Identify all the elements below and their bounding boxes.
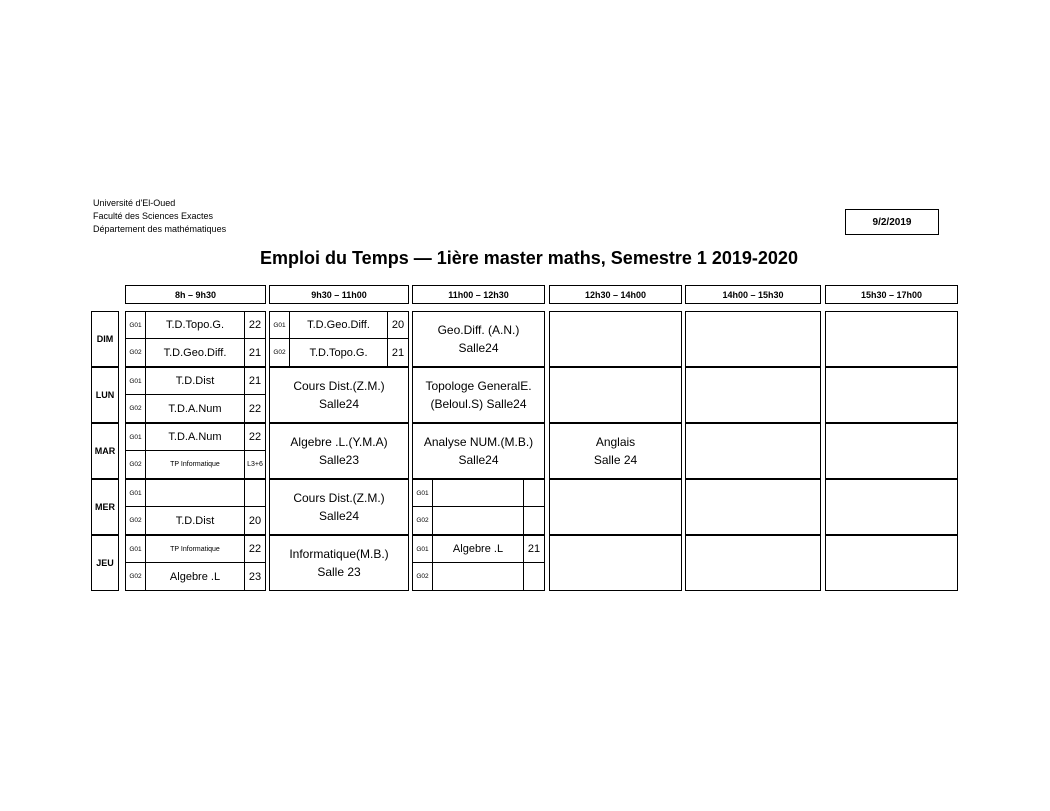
course-line: Cours Dist.(Z.M.) [293,491,385,505]
group-label: G02 [270,339,290,366]
group-label: G01 [126,368,146,394]
slot-mer-6 [825,479,958,535]
room: 22 [244,395,265,422]
course-room: Salle24 [318,397,360,411]
group-row [413,480,544,507]
slot-jeu-3 [412,535,545,591]
subject: T.D.Topo.G. [165,319,225,331]
group-row [413,507,544,534]
time-header-1: 8h – 9h30 [125,285,266,304]
course-room: Salle24 [458,453,499,467]
slot-jeu-1 [125,535,266,591]
group-row [126,368,265,395]
time-header-5: 14h00 – 15h30 [685,285,821,304]
subject: T.D.Dist [175,514,215,527]
group-row [126,424,265,451]
subject: T.D.Topo.G. [309,346,368,359]
department-name: Département des mathématiques [93,224,227,234]
slot-mar-6 [825,423,958,479]
course-room: Salle23 [318,453,360,467]
room: 22 [244,424,265,450]
university-name: Université d'El-Oued [93,198,176,208]
slot-dim-4 [549,311,682,367]
slot-mar-5 [685,423,821,479]
group-row [270,339,408,366]
time-header-4: 12h30 – 14h00 [549,285,682,304]
course-room: Salle 23 [317,565,361,579]
group-row [126,395,265,422]
group-label: G01 [413,536,433,562]
course-line: Topologe GeneralE. [425,379,532,393]
subject [433,563,523,590]
room: 21 [523,536,544,562]
slot-lun-4 [549,367,682,423]
subject [146,480,244,506]
subject: TP Informatique [170,545,220,553]
group-row [126,563,265,590]
group-label: G01 [413,480,433,506]
subject: T.D.A.Num [168,431,222,443]
room [523,563,544,590]
course-line: Cours Dist.(Z.M.) [293,379,385,393]
time-header-3: 11h00 – 12h30 [412,285,545,304]
course-line: Analyse NUM.(M.B.) [423,435,534,449]
time-header-2: 9h30 – 11h00 [269,285,409,304]
group-label: G02 [126,563,146,590]
group-label: G01 [270,312,290,338]
course-line: Anglais [595,435,636,449]
group-label: G02 [126,339,146,366]
room: 20 [244,507,265,534]
slot-dim-5 [685,311,821,367]
course-room: Salle 24 [593,453,638,467]
slot-dim-2 [269,311,409,367]
slot-dim-6 [825,311,958,367]
room: 21 [244,368,265,394]
group-label: G01 [126,312,146,338]
day-mar: MAR [91,423,119,479]
slot-lun-1 [125,367,266,423]
room [523,507,544,534]
group-row [126,339,265,366]
day-mer: MER [91,479,119,535]
slot-dim-3 [412,311,545,367]
group-row [126,312,265,339]
subject: T.D.A.Num [168,402,222,415]
group-row [126,536,265,563]
course-line: Algebre .L.(Y.M.A) [290,435,388,449]
course-room: (Beloul.S) Salle24 [430,397,527,411]
room: L3+6 [244,451,265,478]
group-row [270,312,408,339]
group-label: G02 [413,563,433,590]
slot-lun-5 [685,367,821,423]
time-header-6: 15h30 – 17h00 [825,285,958,304]
date-box: 9/2/2019 [845,209,939,235]
room: 22 [244,536,265,562]
slot-jeu-4 [549,535,682,591]
room: 20 [387,312,408,338]
slot-lun-2 [269,367,409,423]
group-label: G02 [413,507,433,534]
slot-mar-1 [125,423,266,479]
slot-mar-3 [412,423,545,479]
group-row [126,507,265,534]
page-title: Emploi du Temps — 1ière master maths, Semestre 1 2019-2020 [260,248,798,268]
subject: T.D.Geo.Diff. [163,346,227,359]
day-lun: LUN [91,367,119,423]
day-dim: DIM [91,311,119,367]
course-room: Salle24 [318,509,360,523]
room: 21 [244,339,265,366]
course-room: Salle24 [458,341,499,355]
day-jeu: JEU [91,535,119,591]
group-row [413,563,544,590]
subject: Algebre .L [169,570,221,583]
group-label: G01 [126,536,146,562]
group-row [126,451,265,478]
group-label: G02 [126,507,146,534]
slot-mer-5 [685,479,821,535]
slot-mer-2 [269,479,409,535]
slot-dim-1 [125,311,266,367]
slot-mer-3 [412,479,545,535]
slot-lun-3 [412,367,545,423]
subject [433,480,523,506]
group-label: G02 [126,395,146,422]
slot-mer-1 [125,479,266,535]
group-label: G01 [126,480,146,506]
subject: T.D.Geo.Diff. [307,319,370,331]
slot-mer-4 [549,479,682,535]
slot-jeu-2 [269,535,409,591]
course-line: Geo.Diff. (A.N.) [437,323,520,337]
slot-jeu-5 [685,535,821,591]
group-label: G02 [126,451,146,478]
room [244,480,265,506]
room: 23 [244,563,265,590]
room: 22 [244,312,265,338]
room [523,480,544,506]
subject: T.D.Dist [175,375,215,387]
group-row [413,536,544,563]
group-label: G01 [126,424,146,450]
room: 21 [387,339,408,366]
course-line: Informatique(M.B.) [289,547,389,561]
slot-jeu-6 [825,535,958,591]
subject: Algebre .L [452,543,504,555]
slot-lun-6 [825,367,958,423]
institution-header [93,197,226,236]
faculty-name: Faculté des Sciences Exactes [93,211,214,221]
subject [433,507,523,534]
subject: TP Informatique [170,461,220,468]
slot-mar-4 [549,423,682,479]
slot-mar-2 [269,423,409,479]
group-row [126,480,265,507]
